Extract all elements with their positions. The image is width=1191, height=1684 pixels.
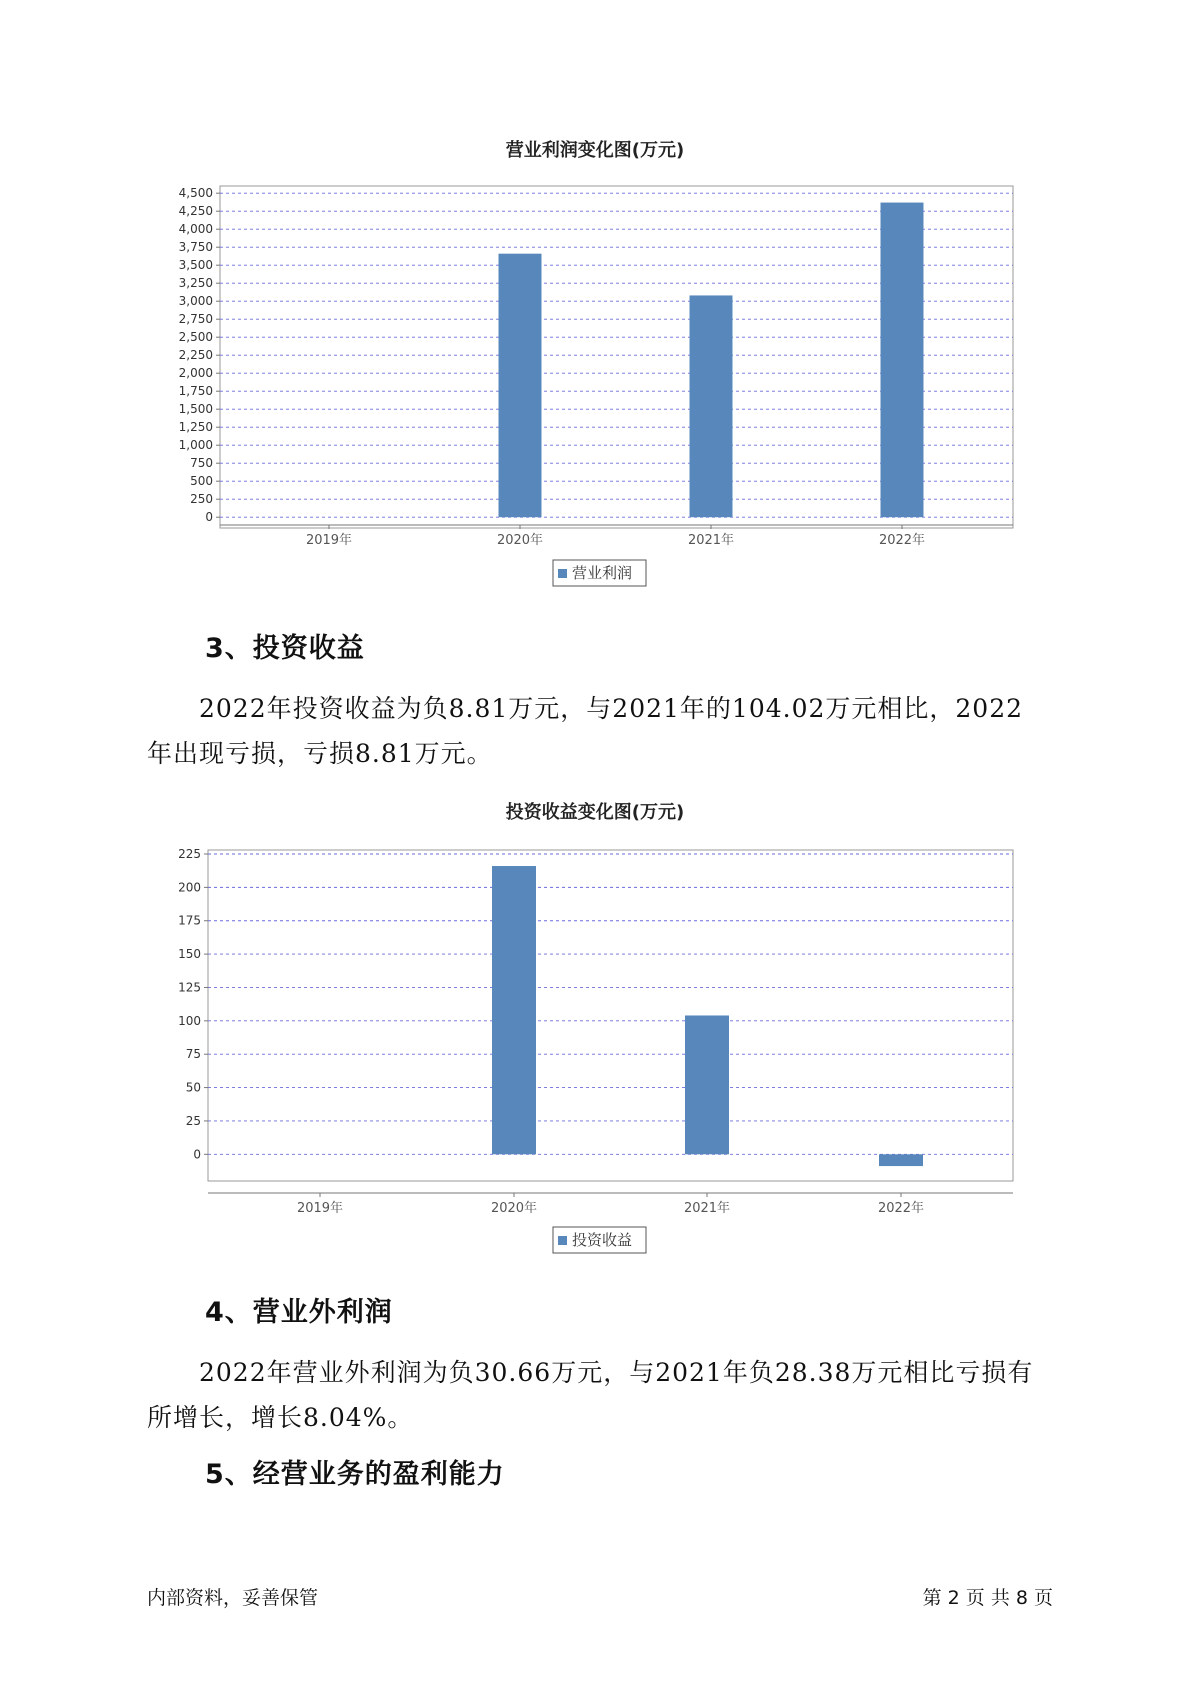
section-4-heading: 4、营业外利润 [205, 1297, 393, 1328]
y-tick-label: 150 [178, 947, 201, 962]
y-tick-label: 3,250 [178, 276, 213, 291]
y-tick-label: 250 [190, 492, 213, 507]
y-tick-label: 0 [193, 1147, 201, 1162]
chart-1 [179, 139, 1013, 586]
y-tick-label: 2,750 [178, 312, 213, 327]
x-tick-label: 2019年 [305, 533, 353, 548]
section-5-heading: 5、经营业务的盈利能力 [205, 1459, 505, 1490]
y-tick-label: 1,250 [178, 420, 213, 435]
chart-2 [178, 801, 1013, 1253]
y-tick-label: 25 [185, 1113, 201, 1128]
y-tick-label: 1,500 [178, 402, 213, 417]
y-tick-label: 2,250 [178, 348, 213, 363]
x-tick-label: 2019年 [296, 1201, 344, 1216]
y-tick-label: 1,000 [178, 438, 213, 453]
chart-title: 营业利润变化图(万元) [505, 140, 685, 161]
bar [879, 1154, 923, 1166]
footer-page-number: 第 2 页 共 8 页 [922, 1587, 1053, 1609]
bar [492, 866, 536, 1154]
y-tick-label: 500 [190, 474, 213, 489]
y-tick-label: 125 [178, 980, 201, 995]
y-tick-label: 0 [205, 510, 213, 525]
y-tick-label: 175 [178, 913, 201, 928]
y-tick-label: 4,000 [178, 222, 213, 237]
y-tick-label: 750 [190, 456, 213, 471]
x-tick-label: 2022年 [878, 533, 926, 548]
legend-swatch [558, 1236, 567, 1245]
legend-swatch [558, 569, 567, 578]
y-tick-label: 225 [178, 847, 201, 862]
y-tick-label: 75 [185, 1047, 201, 1062]
section-4-paragraph: 2022年营业外利润为负30.66万元，与2021年负28.38万元相比亏损有所增长，增长8.04%。 [147, 1358, 1034, 1432]
legend-label: 营业利润 [572, 564, 633, 582]
y-tick-label: 4,250 [178, 204, 213, 219]
x-tick-label: 2020年 [490, 1201, 538, 1216]
y-tick-label: 3,500 [178, 258, 213, 273]
bar [690, 295, 733, 517]
y-tick-label: 3,000 [178, 294, 213, 309]
x-tick-label: 2020年 [496, 533, 544, 548]
y-tick-label: 2,500 [178, 330, 213, 345]
y-tick-label: 200 [178, 880, 201, 895]
bar [881, 203, 924, 518]
y-tick-label: 1,750 [178, 384, 213, 399]
section-3-paragraph: 2022年投资收益为负8.81万元，与2021年的104.02万元相比，2022年出现亏损，亏损8.81万元。 [147, 694, 1024, 768]
y-tick-label: 100 [178, 1013, 201, 1028]
bar [685, 1015, 729, 1154]
y-tick-label: 2,000 [178, 366, 213, 381]
y-tick-label: 3,750 [178, 240, 213, 255]
footer-confidential: 内部资料，妥善保管 [147, 1587, 319, 1609]
legend-label: 投资收益 [572, 1231, 633, 1249]
bar [499, 254, 542, 518]
chart-title: 投资收益变化图(万元) [505, 802, 685, 823]
plot-area [208, 850, 1013, 1181]
x-tick-label: 2021年 [683, 1201, 731, 1216]
x-tick-label: 2021年 [687, 533, 735, 548]
x-tick-label: 2022年 [877, 1201, 925, 1216]
section-3-heading: 3、投资收益 [205, 633, 365, 664]
y-tick-label: 4,500 [178, 186, 213, 201]
y-tick-label: 50 [185, 1080, 201, 1095]
